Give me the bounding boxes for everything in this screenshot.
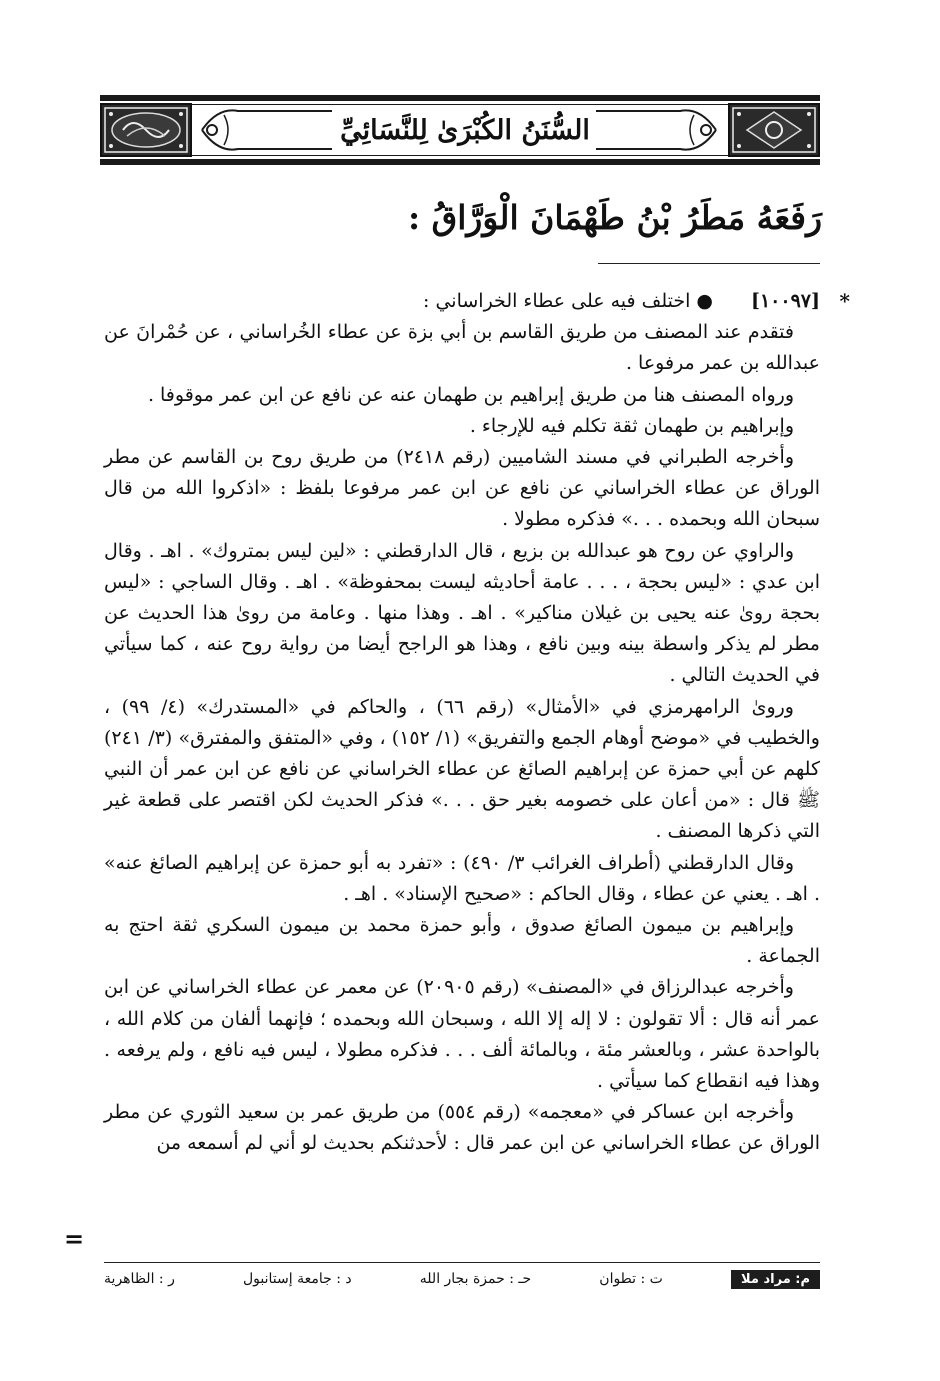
section-heading: رَفَعَهُ مَطَرُ بْنُ طَهْمَانَ الْوَرَّاقُ : <box>407 198 822 237</box>
commentary-body <box>104 286 850 1160</box>
manuscript-siglum: ر : الظاهرية <box>104 1271 175 1287</box>
emblem-ornament <box>103 106 189 154</box>
manuscript-badge: م: مراد ملا <box>731 1270 820 1289</box>
paragraph: ورواه المصنف هنا من طريق إبراهيم بن طهمان عنه عن نافع عن ابن عمر موقوفا . <box>147 383 794 406</box>
continuation-mark: = <box>64 1224 85 1253</box>
header-inner-rule-bottom <box>100 155 820 156</box>
manuscript-siglum: حـ : حمزة بجار الله <box>419 1271 532 1287</box>
book-emblem-icon <box>100 103 192 157</box>
footer-divider <box>104 1262 820 1263</box>
entry-header <box>104 286 820 317</box>
entry-title: اختلف فيه على عطاء الخراساني : <box>423 290 691 312</box>
paragraph: فتقدم عند المصنف من طريق القاسم بن أبي بزة عن عطاء الخُراساني ، عن حُمْرانَ عن عبدالله بن عمر مرفوعا . <box>104 321 820 375</box>
corner-ornament-icon <box>728 103 820 157</box>
paragraph: وروىٰ الرامهرمزي في «الأمثال» (رقم ٦٦) ، والحاكم في «المستدرك» (٤/ ٩٩) ، والخطيب في «موضح أوهام الجمع والتفريق» (١/ ١٥٢) ، وفي «المتفق والمفترق» (٣/ ٢٤١) كلهم عن أبي حمزة عن إبراهيم الصائغ عن عطاء الخراساني عن نافع عن ابن عمر أن النبي ﷺ قال : «من أعان على خصومه بغير حق . . .» فذكر الحديث لكن اقتصر على قطعة غير التي ذكرها المصنف . <box>104 695 820 843</box>
paragraph: وقال الدارقطني (أطراف الغرائب ٣/ ٤٩٠) : «تفرد به أبو حمزة عن إبراهيم الصائغ عنه» . اهـ . يعني عن عطاء ، وقال الحاكم : «صحيح الإسناد» . اهـ . <box>104 851 820 905</box>
manuscript-sigla-footer <box>104 1266 820 1292</box>
hadith-number: [١٠٠٩٧] <box>750 290 820 312</box>
running-title: السُّنَنُ الكُبْرَىٰ لِلنَّسَائِيِّ <box>340 115 590 146</box>
paragraph: وأخرجه الطبراني في مسند الشاميين (رقم ٢٤١٨) من طريق روح بن القاسم عن مطر الوراق عن عطاء الخراساني عن نافع عن ابن عمر مرفوعا بلفظ : «اذكروا الله من قال سبحان الله وبحمده . . .» فذكره مطولا . <box>104 446 820 531</box>
paragraph: والراوي عن روح هو عبدالله بن بزيع ، قال الدارقطني : «لين ليس بمتروك» . اهـ . وقال ابن عدي : «ليس بحجة ، . . . عامة أحاديثه ليست بمحفوظة» . اهـ . وقال الساجي : «ليس بحجة روىٰ عنه يحيى بن غيلان مناكير» . اهـ . وهذا منها . وعامة من روىٰ هذا الحديث عن مطر لم يذكر واسطة بينه وبين نافع ، وهذا هو الراجح أيضا من رواية روح عنه ، كما سيأتي في الحديث التالي . <box>104 539 820 687</box>
manuscript-siglum: د : جامعة إستانبول <box>243 1271 352 1287</box>
header-ornament-left <box>198 105 332 155</box>
bullet-icon: ● <box>696 290 713 312</box>
paragraph: وأخرجه عبدالرزاق في «المصنف» (رقم ٢٠٩٠٥) عن معمر عن عطاء الخراساني عن ابن عمر أنه قال : ألا تقولون : لا إله إلا الله ، وسبحان الله وبحمده ؛ فإنهما ألفان من كلام الله ، بالواحدة عشر ، وبالعشر مئة ، وبالمائة ألف . . . فذكره مطولا ، ليس فيه نافع ، ولم يرفعه . وهذا فيه انقطاع كما سيأتي . <box>104 976 820 1093</box>
manuscript-siglum: ت : تطوان <box>599 1271 663 1287</box>
paragraph: وإبراهيم بن طهمان ثقة تكلم فيه للإرجاء . <box>469 414 794 437</box>
header-ornament-right <box>596 105 720 155</box>
page-header <box>100 95 820 165</box>
paragraph: وإبراهيم بن ميمون الصائغ صدوق ، وأبو حمزة محمد بن ميمون السكري ثقة احتج به الجماعة . <box>104 914 820 968</box>
entry-star-marker: * <box>839 289 850 313</box>
heading-divider <box>598 263 820 264</box>
paragraph: وأخرجه ابن عساكر في «معجمه» (رقم ٥٥٤) من طريق عمر بن سعيد الثوري عن مطر الوراق عن عطاء الخراساني عن ابن عمر قال : لأحدثنكم بحديث لو أني لم أسمعه من <box>104 1101 820 1155</box>
